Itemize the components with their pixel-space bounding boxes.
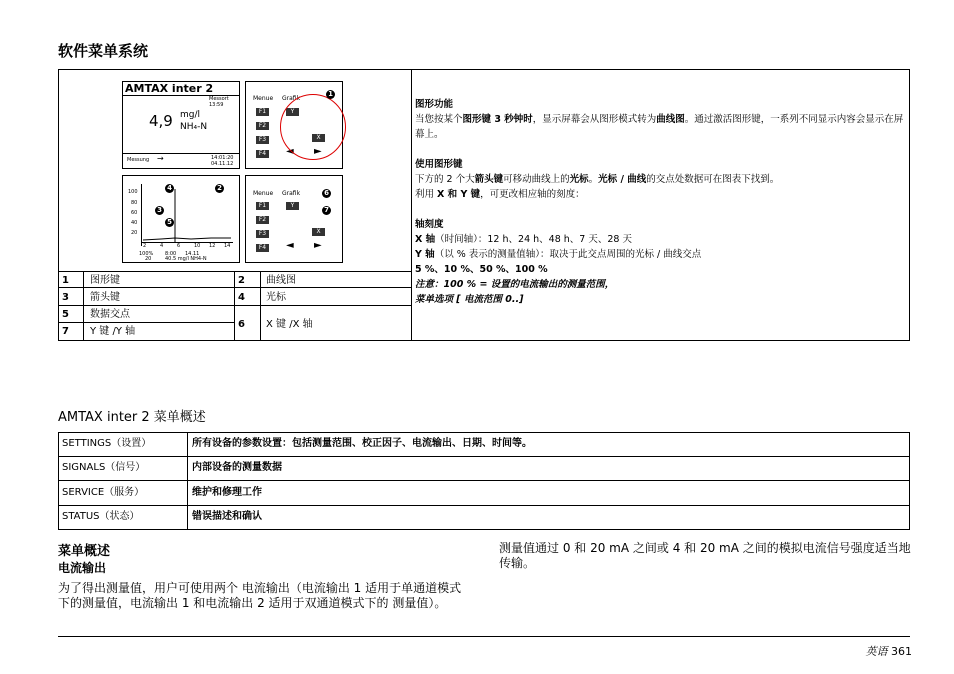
p1c: ，显示屏幕会从图形模式转为 — [532, 114, 657, 125]
legend-num-4: 4 — [238, 292, 245, 303]
figure-divider — [411, 69, 412, 341]
screen-bottom-rule — [123, 153, 239, 154]
menu-rule-2 — [58, 480, 910, 481]
xtick-2: 2 — [143, 243, 147, 249]
y-key-2[interactable]: Y — [286, 202, 299, 210]
legend-vrule-1 — [234, 271, 235, 341]
ytick-20: 20 — [131, 230, 138, 236]
legend-num-7: 7 — [62, 326, 69, 337]
f2-key[interactable]: F2 — [256, 122, 269, 130]
f3-key[interactable]: F3 — [256, 136, 269, 144]
unit-mgl: mg/l — [180, 110, 201, 120]
footer-value: 40.5 mg/l NH4-N — [165, 256, 207, 262]
right-arrow-key-2[interactable]: ► — [314, 240, 322, 251]
legend-num-6: 6 — [238, 319, 245, 330]
f4-key-2[interactable]: F4 — [256, 244, 269, 252]
legend-label-5: 数据交点 — [90, 309, 130, 320]
legend-num-3: 3 — [62, 292, 69, 303]
f4-key[interactable]: F4 — [256, 150, 269, 158]
p2a: 下方的 2 个大 — [415, 174, 475, 185]
footer-page: 361 — [891, 645, 912, 658]
p3b: X 和 Y 键 — [437, 189, 481, 200]
y-key[interactable]: Y — [286, 108, 299, 116]
legend-num-1: 1 — [62, 275, 69, 286]
ytick-60: 60 — [131, 210, 138, 216]
p2c: 可移动曲线上的 — [503, 174, 570, 185]
note-line-2: 菜单选项 [ 电流范围 0..] — [415, 294, 524, 305]
keypad-bottom — [245, 175, 343, 263]
heading-use-keys: 使用图形键 — [415, 159, 463, 170]
time-b2: 04.11.12 — [211, 161, 234, 167]
footer-rule — [58, 636, 910, 637]
legend-num-2: 2 — [238, 275, 245, 286]
f2-key-2[interactable]: F2 — [256, 216, 269, 224]
callout-3: 3 — [155, 206, 164, 215]
ytick-100: 100 — [128, 189, 138, 195]
legend-label-6: X 键 /X 轴 — [266, 319, 313, 330]
menu-key-service: SERVICE（服务） — [62, 487, 145, 498]
keypad-top — [245, 81, 343, 169]
p2f: 光标 / 曲线 — [598, 174, 647, 185]
legend-vrule-2 — [260, 271, 261, 341]
legend-num-5: 5 — [62, 309, 69, 320]
footer-lang: 英语 — [865, 645, 888, 658]
menu-key-settings: SETTINGS（设置） — [62, 438, 152, 449]
legend-vrule-0 — [83, 271, 84, 341]
time-b1: 14:01:20 — [211, 155, 234, 161]
xtick-4: 4 — [160, 243, 164, 249]
p4a: X 轴 — [415, 234, 436, 245]
heading-graphic-function: 图形功能 — [415, 99, 454, 110]
left-arrow-key-2[interactable]: ◄ — [286, 240, 294, 251]
right-arrow-key[interactable]: ► — [314, 146, 322, 157]
note-line-1: 注意：100 % = 设置的电流输出的测量范围， — [415, 279, 615, 290]
time-top: 13:59 — [209, 102, 224, 108]
arrow-right-icon: → — [157, 154, 164, 163]
p1a: 当您按某个 — [415, 114, 463, 125]
measured-value: 4,9 — [149, 112, 173, 130]
callout-7: 7 — [322, 206, 331, 215]
p6: 5 %、10 %、50 %、100 % — [415, 264, 548, 275]
messung-label: Messung — [127, 157, 150, 163]
legend-label-7: Y 键 /Y 轴 — [90, 326, 136, 337]
legend-rule-3 — [58, 322, 234, 323]
menu-key-signals: SIGNALS（信号） — [62, 462, 146, 473]
highlight-circle — [280, 94, 346, 160]
left-arrow-key[interactable]: ◄ — [286, 146, 294, 157]
p4b: （时间轴）：12 h、24 h、48 h、7 天、28 天 — [435, 234, 632, 245]
menue-label: Menue — [253, 95, 274, 102]
chart-screen — [122, 175, 240, 263]
menu-desc-status: 错误描述和确认 — [192, 511, 262, 522]
p3c: ，可更改相应轴的刻度： — [480, 189, 585, 200]
legend-label-2: 曲线图 — [266, 275, 296, 286]
p1b: 图形键 3 秒钟时 — [462, 114, 533, 125]
legend-label-1: 图形键 — [90, 275, 120, 286]
display-screen — [122, 81, 240, 169]
p3a: 利用 — [415, 189, 438, 200]
xtick-6: 6 — [177, 243, 181, 249]
xtick-12: 12 — [209, 243, 216, 249]
p5b: （以 % 表示的测量值轴）：取决于此交点周围的光标 / 曲线交点 — [434, 249, 702, 260]
grafik-label: Grafik — [282, 95, 301, 102]
footer-100: 100% — [139, 251, 154, 257]
footer-800: 8:00 — [165, 251, 177, 257]
current-left-text: 为了得出测量值，用户可使用两个 电流输出（电流输出 1 适用于单通道模式 下的测量值，电流输出 1 和电流输出 2 适用于双通道模式下的 测量值）。 — [58, 581, 462, 610]
legend-label-3: 箭头键 — [90, 292, 120, 303]
footer-label — [866, 643, 913, 659]
p2d: 光标 — [569, 174, 589, 185]
footer-20: 20 — [145, 256, 152, 262]
overview-title: 菜单概述 — [58, 544, 111, 559]
menu-rule-1 — [58, 456, 910, 457]
ytick-80: 80 — [131, 200, 138, 206]
unit-nh4: NH₄-N — [180, 122, 208, 132]
xtick-10: 10 — [194, 243, 201, 249]
section-title: 软件菜单系统 — [58, 42, 149, 60]
menue-label-2: Menue — [253, 190, 274, 197]
p2e: 。 — [588, 174, 599, 185]
menu-rule-3 — [58, 505, 910, 506]
menu-desc-service: 维护和修理工作 — [192, 487, 262, 498]
menu-key-status: STATUS（状态） — [62, 511, 140, 522]
callout-2: 2 — [215, 184, 224, 193]
menu-desc-signals: 内部设备的测量数据 — [192, 462, 282, 473]
current-right-text: 测量值通过 0 和 20 mA 之间或 4 和 20 mA 之间的模拟电流信号强度适当地传输。 — [499, 541, 911, 570]
menu-vrule — [187, 432, 188, 530]
graphic-function-text — [415, 97, 905, 307]
f1-key-2[interactable]: F1 — [256, 202, 269, 210]
p1e: 。通过激活图形键，一系列不同显示内容会显示在屏幕上。 — [415, 114, 904, 140]
x-key[interactable]: X — [312, 134, 325, 142]
heading-axis-scale: 轴刻度 — [415, 219, 444, 230]
screen-title: AMTAX inter 2 — [125, 82, 214, 95]
curve-line — [141, 184, 233, 244]
menu-title: AMTAX inter 2 菜单概述 — [58, 410, 206, 425]
x-key-2[interactable]: X — [312, 228, 325, 236]
ytick-40: 40 — [131, 220, 138, 226]
p2b: 箭头键 — [474, 174, 504, 185]
p5a: Y 轴 — [415, 249, 435, 260]
f3-key-2[interactable]: F3 — [256, 230, 269, 238]
footer-date: 14.11 — [185, 251, 200, 257]
current-title: 电流输出 — [58, 561, 107, 575]
callout-6: 6 — [322, 189, 331, 198]
callout-1: 1 — [326, 90, 335, 99]
p2g: 的交点处数据可在图表下找到。 — [646, 174, 780, 185]
messort-label: Messort — [209, 96, 229, 102]
grafik-label-2: Grafik — [282, 190, 301, 197]
legend-label-4: 光标 — [266, 292, 286, 303]
p1d: 曲线图 — [656, 114, 685, 125]
callout-5: 5 — [165, 218, 174, 227]
callout-4: 4 — [165, 184, 174, 193]
menu-desc-settings: 所有设备的参数设置：包括测量范围、校正因子、电流输出、日期、时间等。 — [192, 438, 532, 449]
f1-key[interactable]: F1 — [256, 108, 269, 116]
xtick-14: 14 — [224, 243, 231, 249]
